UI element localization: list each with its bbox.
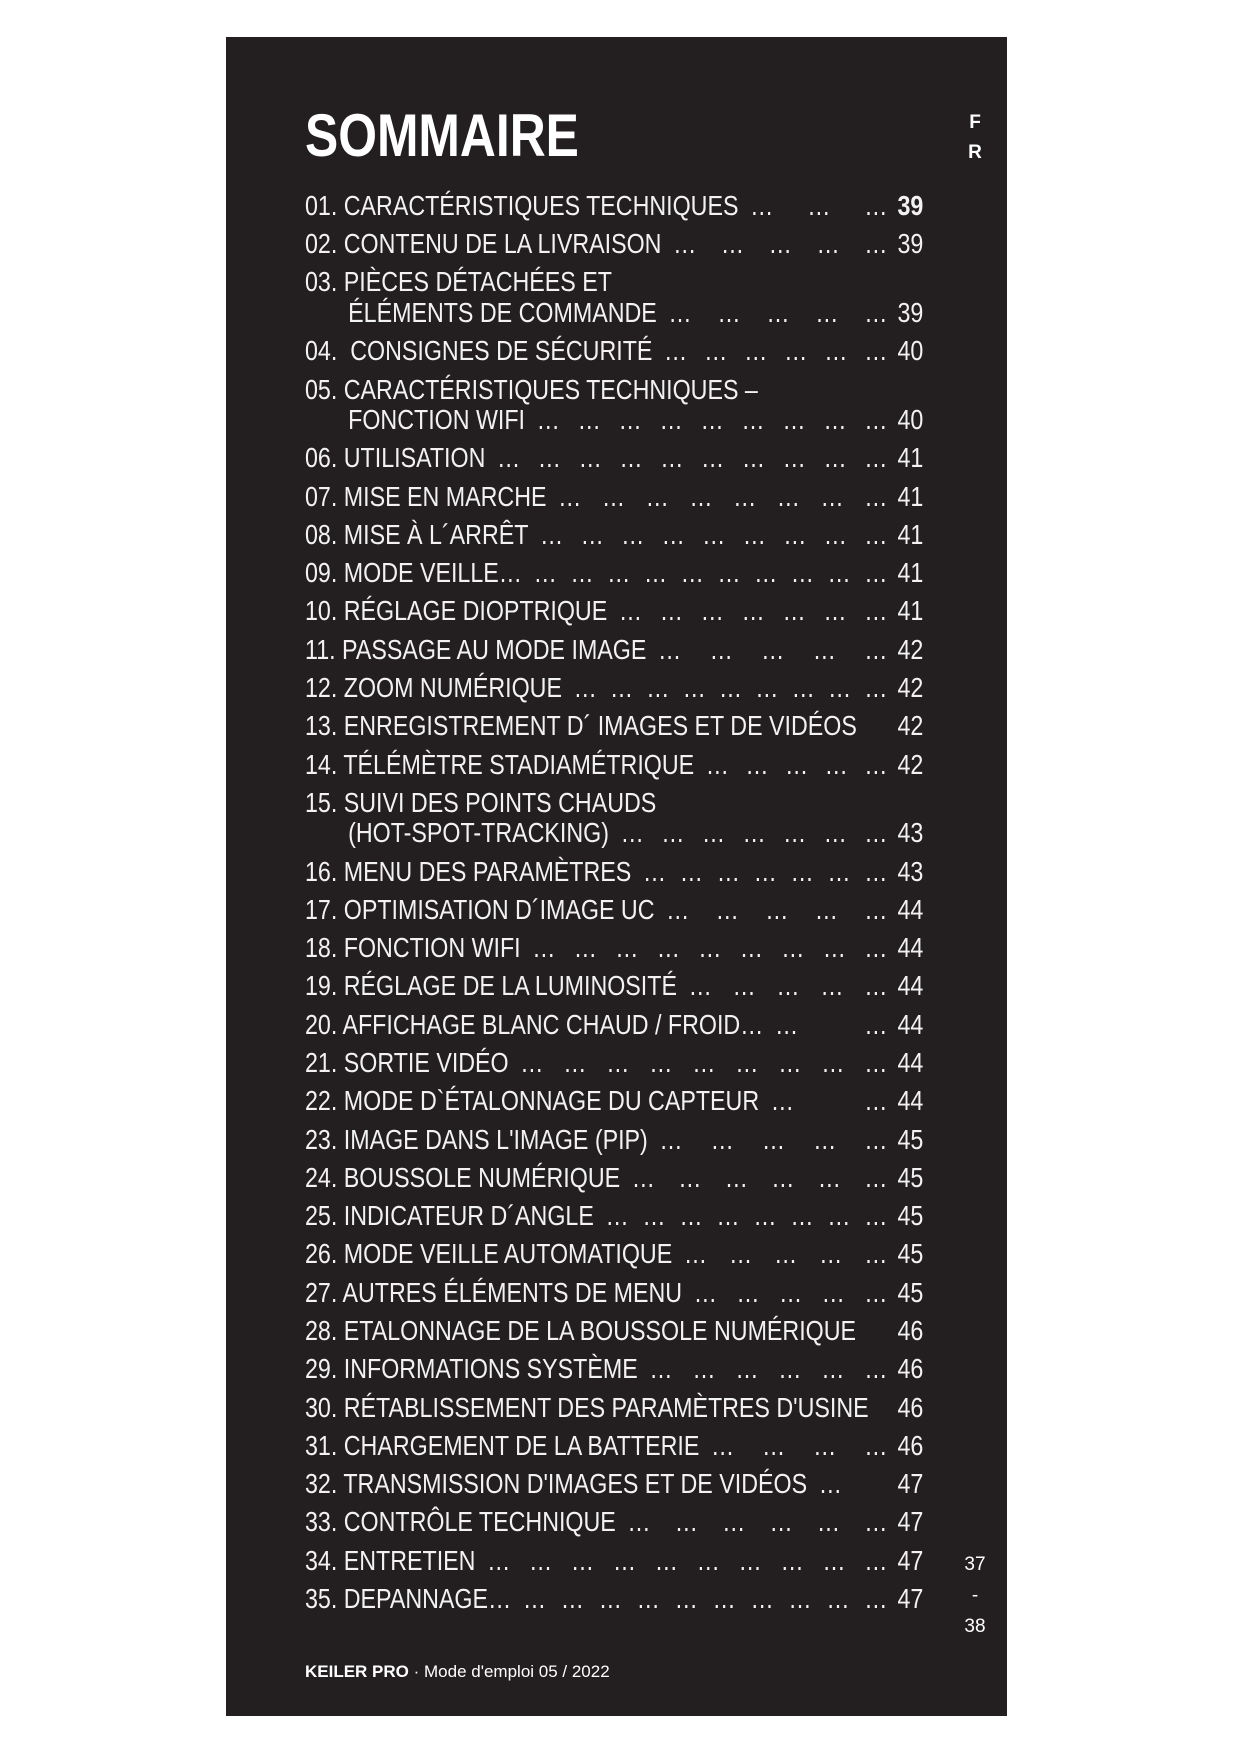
toc-entry-title: 07. MISE EN MARCHE (305, 480, 547, 512)
toc-line (305, 933, 923, 964)
toc-leader-dots: … … … (750, 190, 888, 221)
toc-page-number: 45 (897, 1123, 924, 1155)
toc-entry-title: 06. UTILISATION (305, 442, 486, 474)
toc-entry (305, 1427, 923, 1465)
toc-entry-title: 24. BOUSSOLE NUMÉRIQUE (305, 1161, 621, 1193)
toc-page-number: 45 (897, 1200, 924, 1232)
toc-line (305, 895, 923, 926)
toc-page-number: 45 (897, 1276, 924, 1308)
toc-leader-dots: … … … … … … … … … (532, 933, 888, 964)
toc-entry (305, 1197, 923, 1235)
toc-entry (305, 1312, 923, 1350)
toc-entry-title: 12. ZOOM NUMÉRIQUE (305, 671, 562, 703)
toc-entry-title: 14. TÉLÉMÈTRE STADIAMÉTRIQUE (305, 748, 695, 780)
toc-leader-dots: … … … … … … … … … (573, 672, 888, 703)
toc-page-number: 46 (897, 1429, 924, 1461)
toc-entry (305, 439, 923, 477)
toc-page-number: 42 (897, 748, 924, 780)
toc-entry-title: 09. MODE VEILLE… (305, 557, 522, 589)
toc-entry-title: 03. PIÈCES DÉTACHÉES ET (305, 266, 612, 298)
toc-entry (305, 332, 923, 370)
toc-entry-title: 21. SORTIE VIDÉO (305, 1047, 509, 1079)
toc-entry (305, 1274, 923, 1312)
toc-leader-dots: … … … … … … … (620, 818, 888, 849)
toc-entry (305, 1236, 923, 1274)
toc-leader-dots: … … … … … … … … … … (487, 1545, 888, 1576)
toc-entry (305, 1542, 923, 1580)
toc-line (305, 1010, 923, 1041)
toc-entry-title: 15. SUIVI DES POINTS CHAUDS (305, 786, 657, 818)
toc-entry-title: 02. CONTENU DE LA LIVRAISON (305, 228, 662, 260)
toc-entry (305, 669, 923, 707)
toc-page-number: 39 (897, 296, 924, 328)
toc-entry (305, 631, 923, 669)
toc-entry-title: (HOT-SPOT-TRACKING) (348, 817, 609, 849)
toc-page-number: 40 (897, 404, 924, 436)
toc-page-number: 44 (897, 1085, 924, 1117)
toc-entry (305, 1580, 923, 1618)
toc-entry (305, 187, 923, 225)
toc-entry (305, 746, 923, 784)
toc-page-number: 46 (897, 1353, 924, 1385)
toc-leader-dots: … … … … … (673, 229, 888, 260)
table-of-contents (305, 187, 923, 1618)
toc-line (305, 1316, 923, 1347)
toc-leader-dots: … … (770, 1086, 888, 1117)
toc-page-number: 39 (897, 228, 924, 260)
toc-line (305, 1125, 923, 1156)
toc-page-number: 47 (897, 1506, 924, 1538)
toc-entry-title: 29. INFORMATIONS SYSTÈME (305, 1353, 638, 1385)
toc-entry-title: 04. CONSIGNES DE SÉCURITÉ (305, 335, 653, 367)
toc-page-number: 46 (897, 1391, 924, 1423)
toc-leader-dots: … … … … … (688, 971, 888, 1002)
toc-entry-title: 01. CARACTÉRISTIQUES TECHNIQUES (305, 189, 739, 221)
toc-leader-dots: … … … … … (683, 1239, 888, 1270)
toc-entry-title: 08. MISE À L´ARRÊT (305, 518, 529, 550)
toc-entry-title: 34. ENTRETIEN (305, 1544, 476, 1576)
toc-page-number: 41 (897, 595, 924, 627)
toc-leader-dots: … … … … … … … … (558, 481, 888, 512)
toc-leader-dots: … … … … … … (664, 336, 888, 367)
toc-entry (305, 1006, 923, 1044)
toc-entry-title: 18. FONCTION WIFI (305, 932, 521, 964)
toc-line (305, 1086, 923, 1117)
toc-line (305, 229, 923, 260)
toc-entry (305, 1121, 923, 1159)
toc-page-number: 45 (897, 1161, 924, 1193)
toc-line (305, 1393, 923, 1424)
toc-line (305, 1163, 923, 1194)
toc-entry (305, 891, 923, 929)
toc-entry-title: 32. TRANSMISSION D'IMAGES ET DE VIDÉOS (305, 1468, 808, 1500)
toc-entry (305, 593, 923, 631)
language-tab (963, 108, 987, 168)
toc-page-number: 44 (897, 1047, 924, 1079)
footer-brand: KEILER PRO (305, 1662, 409, 1681)
toc-leader-dots: … … … … … … … … … (540, 519, 888, 550)
toc-page-number: 41 (897, 557, 924, 589)
toc-entry-title: 11. PASSAGE AU MODE IMAGE (305, 633, 647, 665)
toc-entry (305, 478, 923, 516)
toc-page-number: 39 (897, 189, 924, 221)
toc-page-number: 40 (897, 335, 924, 367)
toc-page-number: 47 (897, 1468, 924, 1500)
toc-entry (305, 707, 923, 745)
toc-line (305, 520, 923, 551)
toc-entry-title: 17. OPTIMISATION D´IMAGE UC (305, 893, 655, 925)
toc-line (305, 818, 923, 849)
toc-line (305, 558, 923, 589)
toc-entry-title: 05. CARACTÉRISTIQUES TECHNIQUES – (305, 373, 758, 405)
page-number-start: 37 (964, 1554, 986, 1575)
toc-entry (305, 1350, 923, 1388)
toc-entry-title: 10. RÉGLAGE DIOPTRIQUE (305, 595, 608, 627)
toc-leader-dots: … … … … … (693, 1277, 888, 1308)
toc-line (305, 443, 923, 474)
toc-leader-dots: … … … … … (659, 1124, 888, 1155)
toc-page-number: 44 (897, 1008, 924, 1040)
toc-leader-dots: … … … … … (658, 634, 888, 665)
footer-text: · Mode d'emploi 05 / 2022 (413, 1662, 610, 1681)
toc-line (305, 1507, 923, 1538)
toc-entry (305, 1044, 923, 1082)
page-number-end: 38 (964, 1616, 986, 1637)
toc-entry-title: FONCTION WIFI (348, 404, 526, 436)
toc-line (305, 1201, 923, 1232)
toc-entry (305, 1389, 923, 1427)
toc-line (305, 267, 923, 298)
toc-entry (305, 1159, 923, 1197)
toc-leader-dots: … … (775, 1009, 888, 1040)
toc-page-number: 42 (897, 671, 924, 703)
toc-page-number: 43 (897, 855, 924, 887)
toc-entry (305, 516, 923, 554)
footer (305, 1662, 610, 1682)
toc-page-number: 43 (897, 817, 924, 849)
toc-entry-title: 23. IMAGE DANS L'IMAGE (PIP) (305, 1123, 648, 1155)
toc-line (305, 1546, 923, 1577)
toc-line (305, 1278, 923, 1309)
toc-line (305, 857, 923, 888)
toc-entry-title: 28. ETALONNAGE DE LA BOUSSOLE NUMÉRIQUE (305, 1314, 857, 1346)
toc-line (305, 596, 923, 627)
toc-leader-dots: … … … … … (705, 749, 888, 780)
toc-page-number: 44 (897, 970, 924, 1002)
toc-line (305, 375, 923, 406)
toc-entry (305, 968, 923, 1006)
toc-line (305, 1469, 923, 1500)
toc-leader-dots: … … … … … … (649, 1354, 888, 1385)
toc-line (305, 336, 923, 367)
toc-entry-title: 13. ENREGISTREMENT D´ IMAGES ET DE VIDÉOS (305, 710, 857, 742)
toc-leader-dots: … … … … (710, 1430, 888, 1461)
toc-leader-dots: … … … … … … … … … (536, 405, 888, 436)
toc-leader-dots: … … … … … … … … … (520, 1048, 888, 1079)
toc-entry-title: 25. INDICATEUR D´ANGLE (305, 1200, 594, 1232)
toc-line (305, 711, 923, 742)
toc-entry (305, 371, 923, 440)
toc-page-number: 44 (897, 932, 924, 964)
toc-line (305, 298, 923, 329)
toc-entry (305, 225, 923, 263)
toc-entry (305, 264, 923, 333)
toc-entry (305, 929, 923, 967)
page-title: SOMMAIRE (305, 102, 579, 169)
toc-entry-title: 33. CONTRÔLE TECHNIQUE (305, 1506, 616, 1538)
language-tab-letter: F (969, 112, 981, 133)
toc-entry-title: 26. MODE VEILLE AUTOMATIQUE (305, 1238, 673, 1270)
toc-leader-dots: … … … … … … … … … … (533, 558, 888, 589)
toc-line (305, 1239, 923, 1270)
toc-page-number: 41 (897, 518, 924, 550)
toc-line (305, 1048, 923, 1079)
toc-entry (305, 853, 923, 891)
toc-entry (305, 1465, 923, 1503)
page-number-separator: - (971, 1585, 979, 1606)
toc-leader-dots: … … … … … … … … … … (522, 1583, 888, 1614)
toc-leader-dots: … … … … … (668, 297, 888, 328)
toc-page-number: 45 (897, 1238, 924, 1270)
toc-leader-dots: … … … … … … … … … … (497, 443, 888, 474)
toc-entry-title: 16. MENU DES PARAMÈTRES (305, 855, 632, 887)
toc-entry-title: 19. RÉGLAGE DE LA LUMINOSITÉ (305, 970, 677, 1002)
toc-line (305, 635, 923, 666)
toc-leader-dots: … … … … … … … (618, 596, 888, 627)
toc-entry (305, 554, 923, 592)
toc-entry-title: 27. AUTRES ÉLÉMENTS DE MENU (305, 1276, 683, 1308)
toc-page-number: 42 (897, 633, 924, 665)
toc-line (305, 1431, 923, 1462)
toc-line (305, 673, 923, 704)
toc-page-number: 47 (897, 1582, 924, 1614)
toc-leader-dots: … … … … … (666, 894, 888, 925)
toc-leader-dots: … … … … … … (627, 1507, 888, 1538)
toc-entry-title: 20. AFFICHAGE BLANC CHAUD / FROID… (305, 1008, 764, 1040)
toc-entry (305, 1082, 923, 1120)
toc-line (305, 405, 923, 436)
toc-line (305, 482, 923, 513)
toc-page-number: 41 (897, 480, 924, 512)
toc-page-number: 44 (897, 893, 924, 925)
toc-line (305, 191, 923, 222)
toc-entry-title: 35. DEPANNAGE… (305, 1582, 512, 1614)
toc-line (305, 1584, 923, 1615)
toc-page-number: 46 (897, 1314, 924, 1346)
toc-page-number: 47 (897, 1544, 924, 1576)
toc-page-number: 42 (897, 710, 924, 742)
toc-entry (305, 1504, 923, 1542)
toc-leader-dots: … (818, 1469, 842, 1500)
toc-entry-title: 31. CHARGEMENT DE LA BATTERIE (305, 1429, 700, 1461)
toc-entry-title: ÉLÉMENTS DE COMMANDE (348, 296, 657, 328)
toc-leader-dots: … … … … … … … … (605, 1201, 888, 1232)
language-tab-letter: R (968, 142, 982, 163)
toc-page-number: 41 (897, 442, 924, 474)
toc-line (305, 788, 923, 819)
toc-leader-dots: … … … … … … … (642, 856, 888, 887)
toc-entry (305, 784, 923, 853)
toc-entry-title: 22. MODE D`ÉTALONNAGE DU CAPTEUR (305, 1085, 760, 1117)
toc-line (305, 971, 923, 1002)
toc-line (305, 750, 923, 781)
toc-entry-title: 30. RÉTABLISSEMENT DES PARAMÈTRES D'USINE (305, 1391, 869, 1423)
page-number-range (960, 1549, 990, 1642)
toc-leader-dots: … … … … … … (631, 1162, 888, 1193)
toc-line (305, 1354, 923, 1385)
